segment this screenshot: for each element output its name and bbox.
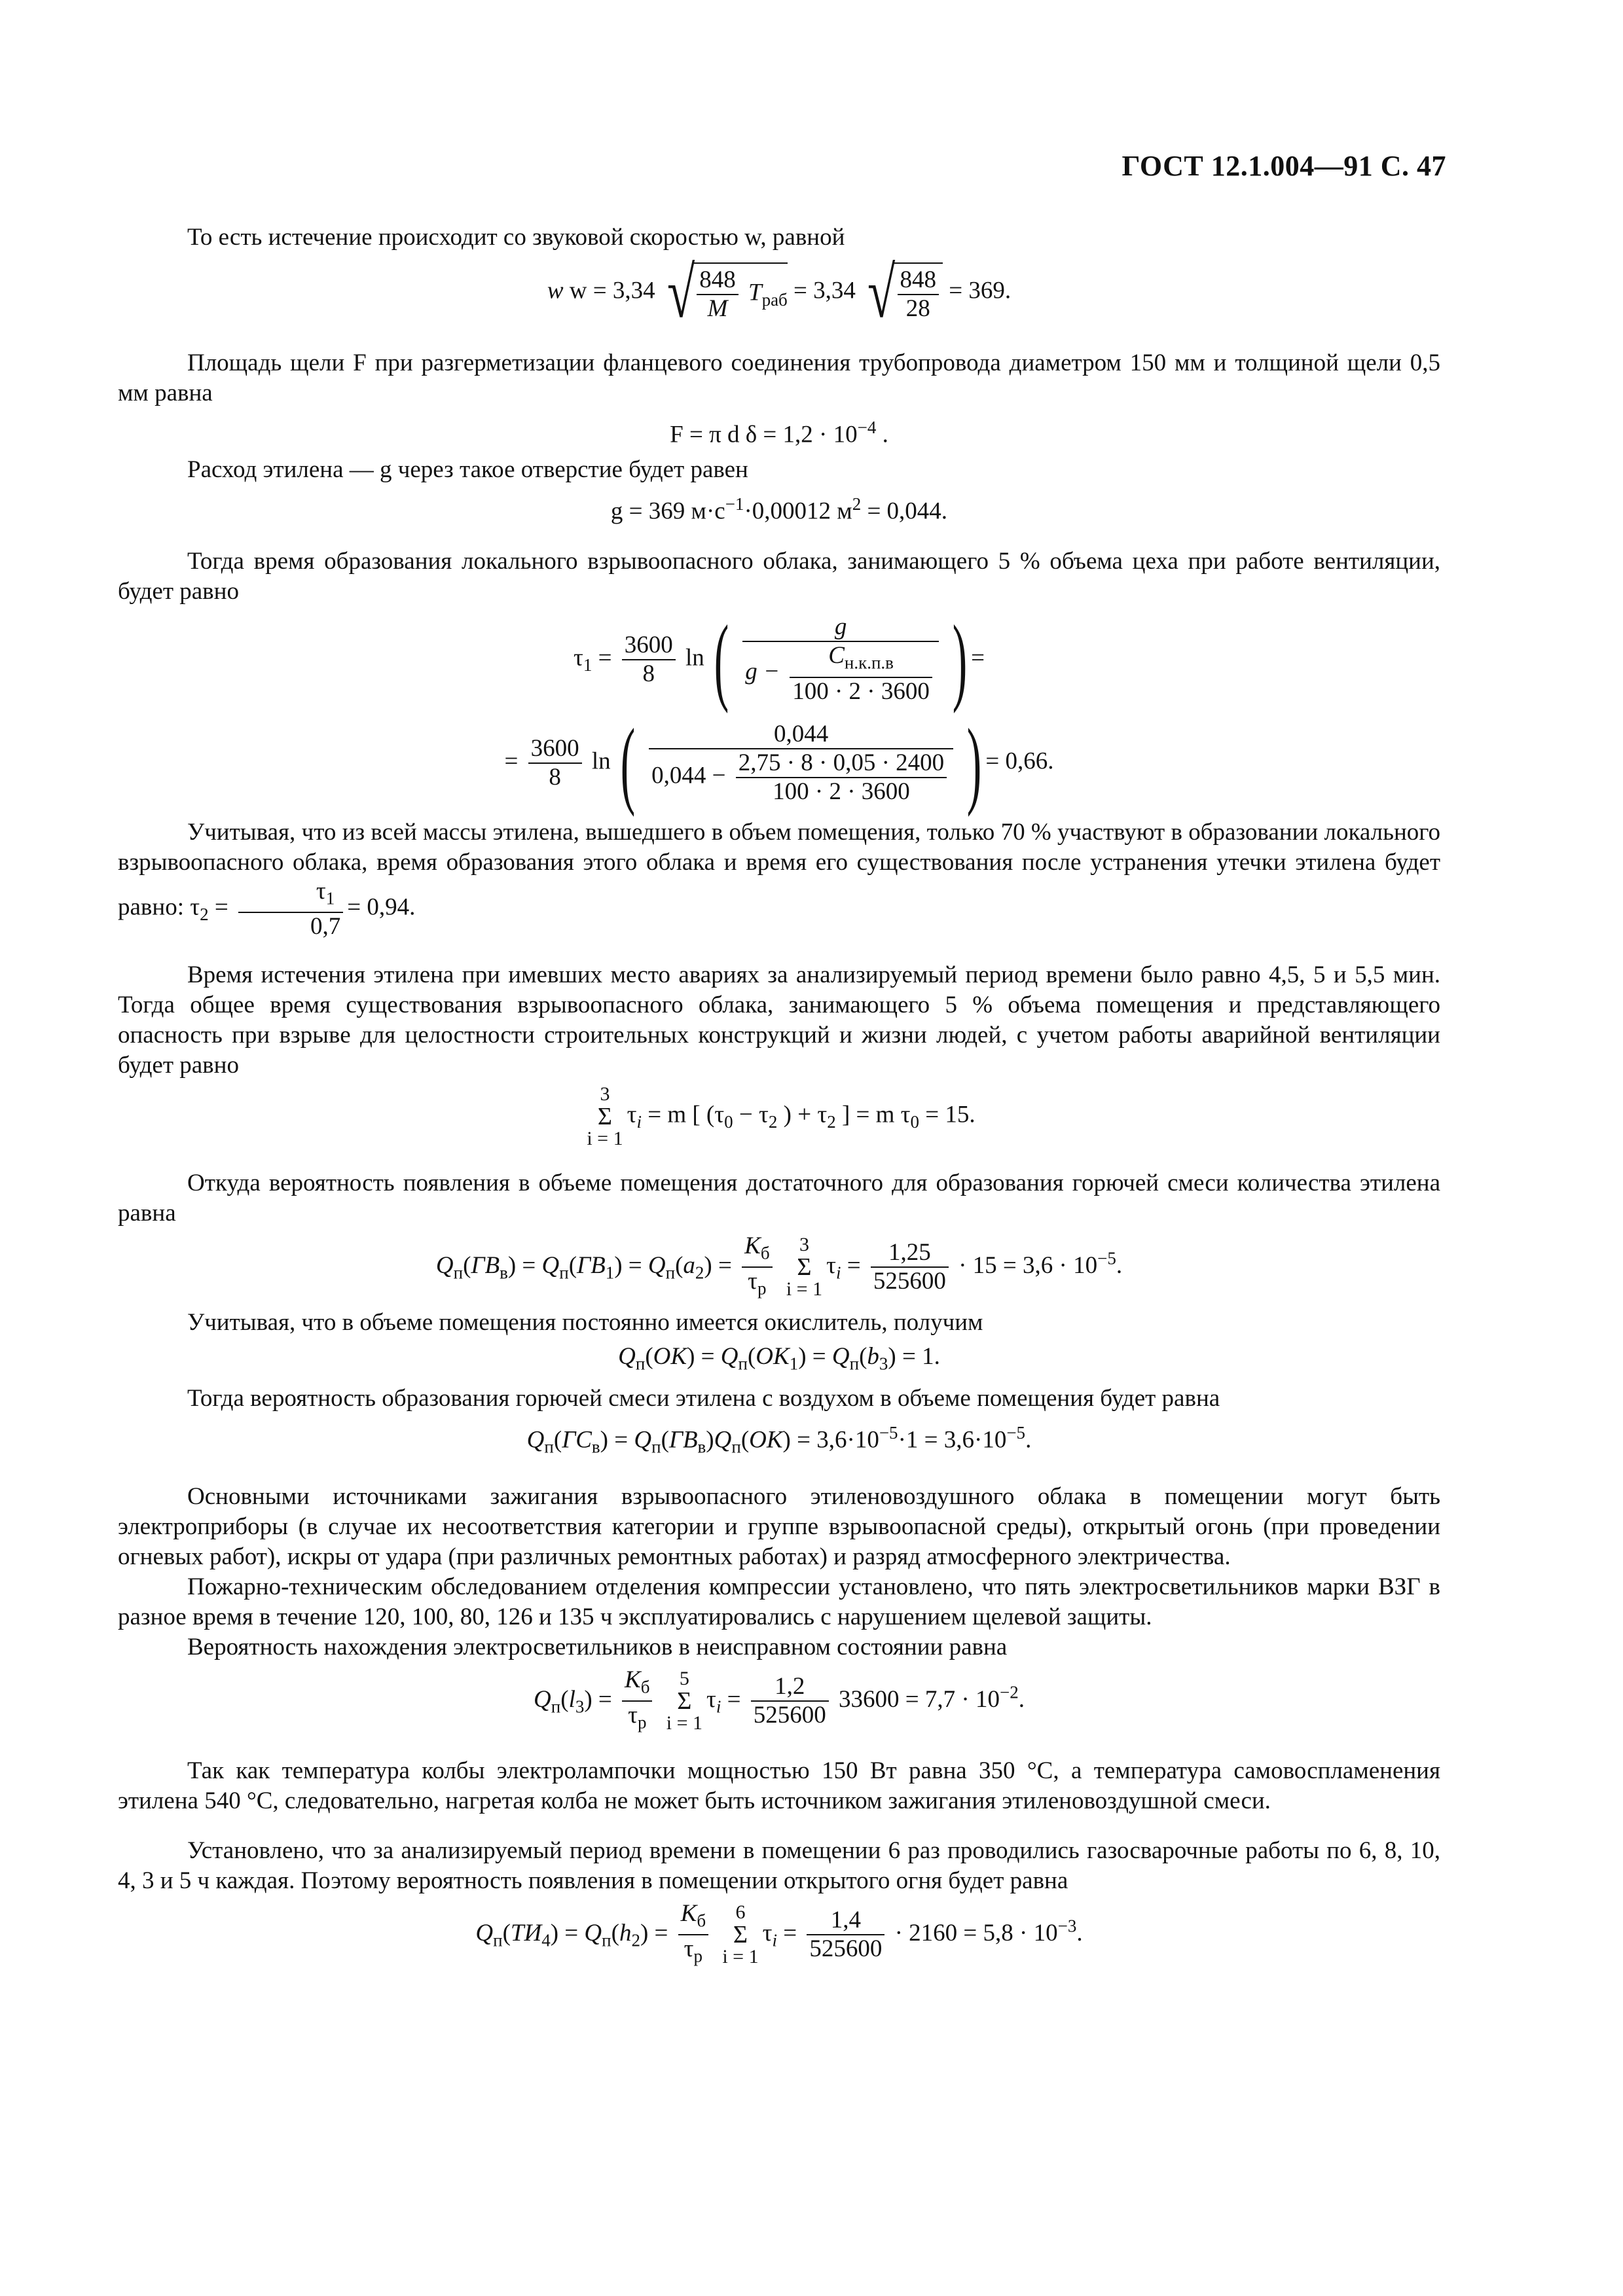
paragraph: Площадь щели F при разгерметизации фланцевого соединения трубопровода диаметром 150 мм и толщиной щели 0,5 мм равна	[118, 350, 1440, 406]
paragraph: Пожарно-техническим обследованием отделения компрессии установлено, что пять электросветильников марки ВЗГ в разное время в течение 120, 100, 80, 126 и 135 ч эксплуатировались с нарушением щелевой защиты.	[118, 1573, 1440, 1630]
paragraph: То есть истечение происходит со звуковой скоростью w, равной	[187, 224, 845, 251]
paragraph: Тогда вероятность образования горючей смеси этилена с воздухом в объеме помещения будет равна	[187, 1385, 1220, 1412]
paragraph: Учитывая, что в объеме помещения постоянно имеется окислитель, получим	[187, 1308, 983, 1336]
paragraph: Время истечения этилена при имевших место авариях за анализируемый период времени было равно 4,5, 5 и 5,5 мин. Тогда общее время существования взрывоопасного облака, занимающего 5 % объема помещения и представляющего опасность при взрыве для целостности строительных конструкций и жизни людей, с учетом работы аварийной вентиляции будет равно	[118, 961, 1440, 1079]
formula-Q-ox: $Q_п(OK) = Q_п(OK_1) = Q_п(b_3) = 1$.	[618, 1342, 940, 1374]
page-content	[118, 223, 1440, 1975]
formula-Q-mix: $Q_п(ГС_в) = Q_п(ГВ_в)Q_п(OK) = 3,6\cdot 10^{-5}\cdot 1 = 3,6\cdot 10^{-5}$.	[526, 1423, 1032, 1457]
formula-g: g = 369 $м\cdot с^{-1}\cdot 0,00012$ $м^2 = 0,044$.	[610, 494, 948, 525]
paragraph: Расход этилена — g через такое отверстие будет равен	[187, 456, 748, 484]
formula-Q-lamp: $Q_п(l_3)$ = $\frac{K_б}{\tau_р}$ 5 Σ $i = 1\tau_i$ = $\frac{1,2}{525600}$ $33600 = 7,7 \cdot 10^{-2}$.	[534, 1666, 1025, 1734]
formula-w: w w = 3,34 √ $\frac{848}{M}$ $T_{раб} = 3,34$ √ $\frac{848}{28}$ = 369.	[547, 253, 1012, 332]
page-header: ГОСТ 12.1.004—91 С. 47	[1122, 150, 1446, 182]
paragraph: Установлено, что за анализируемый период времени в помещении 6 раз проводились газосварочные работы по 6, 8, 10, 4, 3 и 5 ч каждая. Поэтому вероятность появления в помещении открытого огня будет равна	[118, 1837, 1440, 1894]
paragraph: Вероятность нахождения электросветильников в неисправном состоянии равна	[187, 1633, 1008, 1660]
formula-tau1-value: = $\frac{3600}{8}$ ln ( 0,044 0,044 − $\frac{2,75 \cdot 8 \cdot 0,05 \cdot 2400}{100 \cdot 2 \cdot 3600}$ ) = 0,66.	[504, 708, 1054, 817]
formula-Q-fire: $Q_п(ТИ_4) = Q_п(h_2)$ = $\frac{K_б}{\tau_р}$ 6 Σ $i = 1\tau_i$ = $\frac{1,4}{525600}$ · $2160 = 5,8 \cdot 10^{-3}$.	[475, 1899, 1083, 1968]
formula-F: F = π d $\delta = 1,2 \cdot 10^{-4}$ .	[670, 418, 888, 448]
paragraph: Тогда время образования локального взрывоопасного облака, занимающего 5 % объема цеха при работе вентиляции, будет равно	[118, 547, 1440, 605]
formula-Q-gas: $Q_п(ГВ_в) = Q_п(ГВ_1) = Q_п(a_2)$ = $\frac{K_б}{\tau_р}$ 3 Σ $i = 1\tau_i$ = $\frac{1,25}{525600}$ · $15 = 3,6 \cdot 10^{-5}$.	[435, 1232, 1123, 1300]
paragraph: Откуда вероятность появления в объеме помещения достаточного для образования горючей смеси количества этилена равна	[118, 1170, 1440, 1227]
formula-tau1: $\tau_1$ = $\frac{3600}{8}$ ln ( g g − $\frac{C_{н.к.п.в}}{100 \cdot 2 \cdot 3600}$ ) =	[574, 605, 985, 714]
paragraph: Так как температура колбы электролампочки мощностью 150 Вт равна 350 °С, а температура самовоспламенения этилена 540 °С, следовательно, нагретая колба не может быть источником зажигания этиленовоздушной смеси.	[118, 1757, 1440, 1814]
paragraph: Основными источниками зажигания взрывоопасного этиленовоздушного облака в помещении могут быть электроприборы (в случае их несоответствия категории и группе взрывоопасной среды), открытый огонь (при проведении огневых работ), искры от удара (при различных ремонтных работах) и разряд атмосферного электричества.	[118, 1482, 1440, 1570]
formula-sum-tau: 3 Σ $i = 1\tau_i = m$ [ ($\tau_0 - \tau_2$ ) + $\tau_2$ ] = m $\tau_0 = 15$.	[587, 1083, 976, 1150]
paragraph: Учитывая, что из всей массы этилена, вышедшего в объем помещения, только 70 % участвуют в образовании локального взрывоопасного облака, время образования этого облака и время его существования после устранения утечки этилена будет равно: $\tau_2$ = $\frac{\tau_1}{0,7}$ = 0,94.	[118, 818, 1440, 941]
